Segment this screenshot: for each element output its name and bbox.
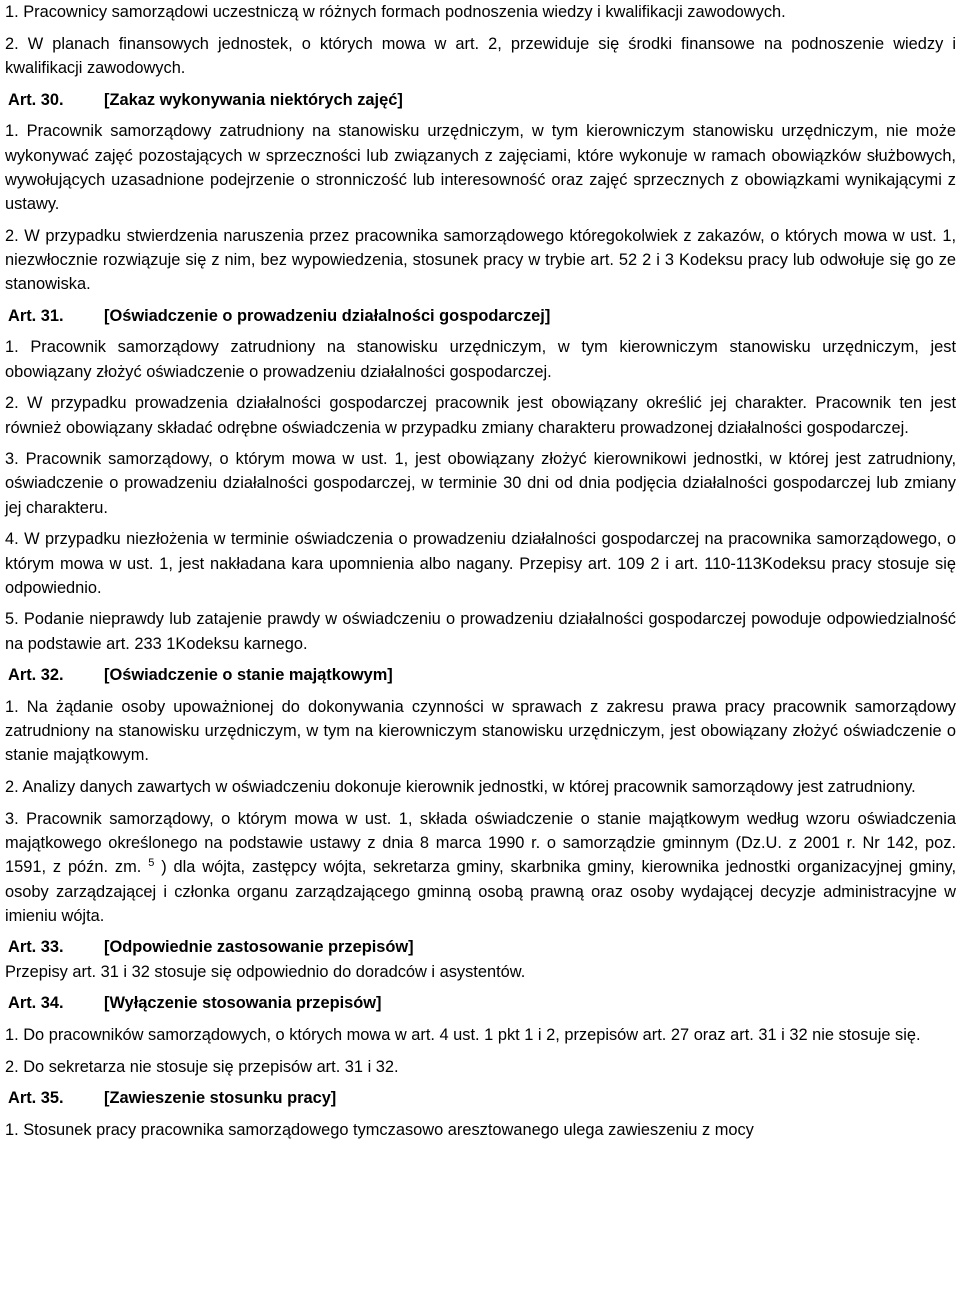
art31-number: Art. 31. [8,306,64,325]
art30-number: Art. 30. [8,90,64,109]
art32-title: [Oświadczenie o stanie majątkowym] [104,666,393,685]
art33-heading [5,935,956,959]
art34-para-2: 2. Do sekretarza nie stosuje się przepisów art. 31 i 32. [5,1057,399,1076]
art35-heading [5,1086,956,1110]
art31-para-3: 3. Pracownik samorządowy, o którym mowa w ust. 1, jest obowiązany złożyć kierownikowi jednostki, w której jest zatrudniony, oświadczenie o prowadzeniu działalności gospodarczej, w terminie 30 dni od dnia podjęcia działalności gospodarczej lub zmiany jej charakteru. [5,450,956,517]
art33-para-1: Przepisy art. 31 i 32 stosuje się odpowiednio do doradców i asystentów. [5,962,526,981]
art32-heading [5,663,956,687]
art30-title: [Zakaz wykonywania niektórych zajęć] [104,90,403,109]
art32-para-3-text-a: 3. Pracownik samorządowy, o którym mowa w ust. 1, składa oświadczenie o stanie majątkowym według wzoru oświadczenia majątkowego określonego na podstawie ustawy z dnia 8 marca 1990 r. o samorządzie gminnym (Dz.U. z 2001 r. Nr 142, poz. 1591, z późn. zm. [5,809,956,877]
art31-heading [5,304,956,328]
art32-number: Art. 32. [8,666,64,685]
art32-para-1: 1. Na żądanie osoby upoważnionej do dokonywania czynności w sprawach z zakresu prawa pracy pracownik samorządowy zatrudniony na stanowisku urzędniczym, w tym na kierowniczym stanowisku urzędniczym, jest obowiązany złożyć oświadczenie o stanie majątkowym. [5,698,956,765]
art34-number: Art. 34. [8,994,64,1013]
art32-para-2: 2. Analizy danych zawartych w oświadczeniu dokonuje kierownik jednostki, w której pracownik samorządowy jest zatrudniony. [5,778,916,797]
art33-number: Art. 33. [8,938,64,957]
art35-title: [Zawieszenie stosunku pracy] [104,1089,337,1108]
art30-heading [5,88,956,112]
footnote-marker: 5 [148,857,155,870]
art33-title: [Odpowiednie zastosowanie przepisów] [104,938,414,957]
art32-para-3-text-b: ) dla wójta, zastępcy wójta, sekretarza gminy, skarbnika gminy, kierownika jednostki organizacyjnej gminy, osoby zarządzającej i członka organu zarządzającego gminną osobą prawną oraz osoby wydającej decyzje administracyjne w imieniu wójta. [5,858,957,925]
art30-para-2: 2. W przypadku stwierdzenia naruszenia przez pracownika samorządowego któregokolwiek z zakazów, o których mowa w ust. 1, niezwłocznie rozwiązuje się z nim, bez wypowiedzenia, stosunek pracy w trybie art. 52 2 i 3 Kodeksu pracy lub odwołuje się go ze stanowiska. [5,226,956,294]
art31-para-1: 1. Pracownik samorządowy zatrudniony na stanowisku urzędniczym, w tym kierowniczym stanowisku urzędniczym, jest obowiązany złożyć oświadczenie o prowadzeniu działalności gospodarczej. [5,338,956,381]
art31-para-4: 4. W przypadku niezłożenia w terminie oświadczenia o prowadzeniu działalności gospodarczej na pracownika samorządowego, o którym mowa w ust. 1, jest nakładana kara upomnienia albo nagany. Przepisy art. 109 2 i art. 110-113Kodeksu pracy stosuje się odpowiednio. [5,530,956,597]
art35-number: Art. 35. [8,1089,64,1108]
art31-para-5: 5. Podanie nieprawdy lub zatajenie prawdy w oświadczeniu o prowadzeniu działalności gospodarczej powoduje odpowiedzialność na podstawie art. 233 1Kodeksu karnego. [5,610,956,653]
art30-para-1: 1. Pracownik samorządowy zatrudniony na stanowisku urzędniczym, w tym kierowniczym stanowisku urzędniczym, nie może wykonywać zajęć pozostających w sprzeczności lub związanych z zajęciami, które wykonuje w ramach obowiązków służbowych, wywołujących uzasadnione podejrzenie o stronniczość lub interesowność oraz zajęć sprzecznych z obowiązkami wynikającymi z ustawy. [5,122,956,213]
art32-para-3 [5,807,956,928]
art34-para-1: 1. Do pracowników samorządowych, o których mowa w art. 4 ust. 1 pkt 1 i 2, przepisów art. 27 oraz art. 31 i 32 nie stosuje się. [5,1026,921,1045]
art31-para-2: 2. W przypadku prowadzenia działalności gospodarczej pracownik jest obowiązany określić jej charakter. Pracownik ten jest również obowiązany składać odrębne oświadczenia w przypadku zmiany charakteru prowadzonej działalności gospodarczej. [5,394,956,437]
art34-title: [Wyłączenie stosowania przepisów] [104,994,382,1013]
art29-para-2: 2. W planach finansowych jednostek, o których mowa w art. 2, przewiduje się środki finansowe na podnoszenie wiedzy i kwalifikacji zawodowych. [5,34,956,77]
art35-para-1: 1. Stosunek pracy pracownika samorządowego tymczasowo aresztowanego ulega zawieszeniu z mocy [5,1121,754,1140]
art31-title: [Oświadczenie o prowadzeniu działalności gospodarczej] [104,306,551,325]
art34-heading [5,991,956,1015]
art29-para-1: 1. Pracownicy samorządowi uczestniczą w różnych formach podnoszenia wiedzy i kwalifikacji zawodowych. [5,3,786,21]
